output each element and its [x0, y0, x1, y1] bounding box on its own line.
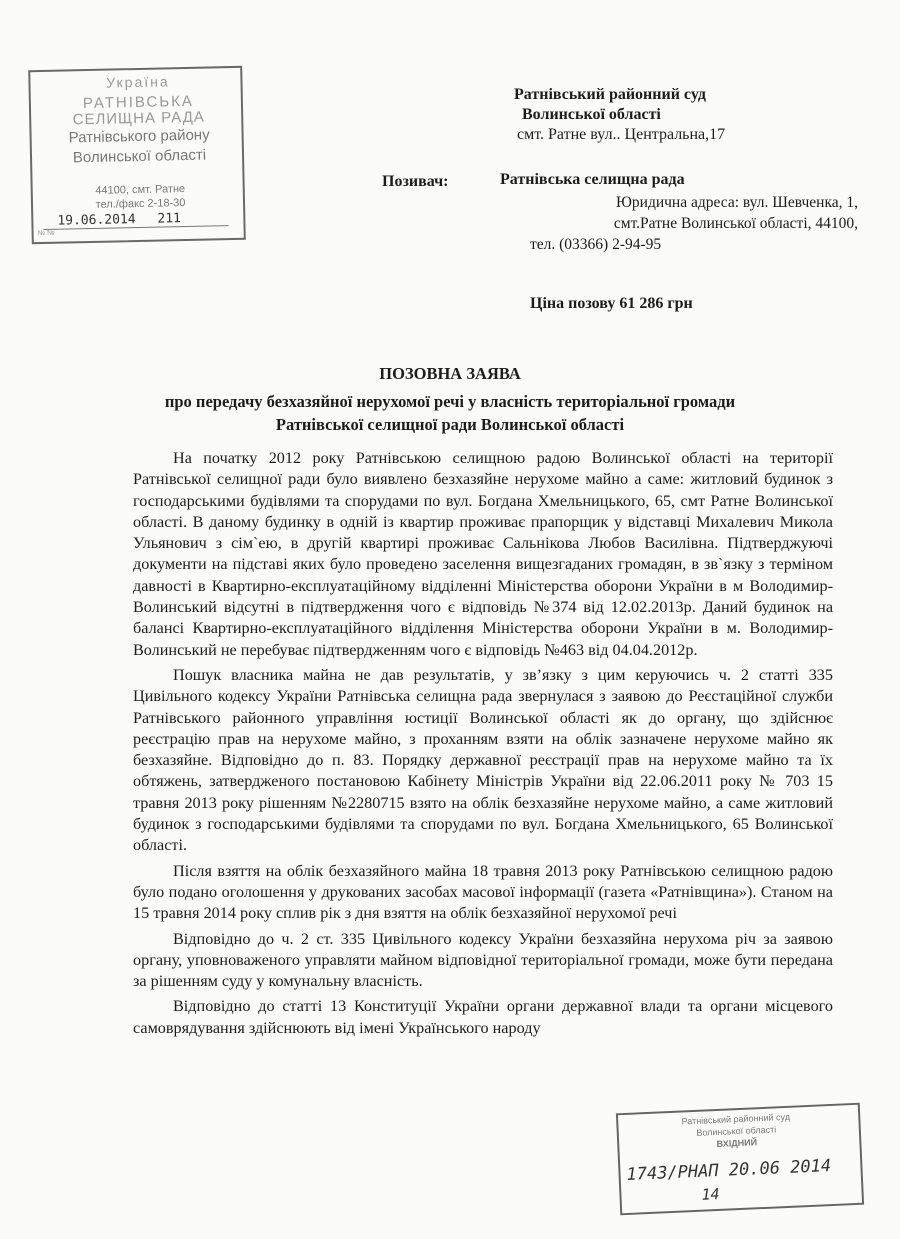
plaintiff-name: Ратнівська селищна рада — [500, 171, 685, 188]
stamp-line: ВХІДНИЙ — [716, 1137, 758, 1150]
court-name: Ратнівський районний суд — [514, 86, 706, 103]
subtitle-line: Ратнівської селищної ради Волинської області — [275, 415, 625, 434]
stamp-line: тел./факс 2-18-30 — [95, 196, 186, 211]
body-paragraph: На початку 2012 року Ратнівською селищною радою Волинської області на території Ратнівської селищної ради було виявлено безхазяйне нерухоме майно а саме: житловий будинок з господарськими будівлями та спорудами по вул. Богдана Хмельницького, 65, смт Ратне Волинської області. В даному будинку в одній із квартир проживає прапорщик у відставці Михалевич Микола Ульянович з сім`ею, в другій квартирі проживає Сальнікова Любов Василівна. Підтверджуючі документи на підставі яких було проведено заселення вищезгаданих громадян, в зв`язку з терміном давності в Квартирно-експлуатаційному відділенні Міністерства оборони України в м Володимир-Волинський відсутні в підтвердження чого є відповідь №374 від 12.02.2013р. Даний будинок на балансі Квартирно-експлуатаційного відділення Міністерства оборони України в м. Володимир-Волинський не перебуває підтвердженням чого є відповідь №463 від 04.04.2012р. — [133, 449, 833, 659]
plaintiff-address — [518, 192, 858, 255]
stamp-sub: 14 — [701, 1184, 720, 1204]
address-line: смт.Ратне Волинської області, 44100, — [613, 215, 858, 232]
stamp-line: Волинської області — [72, 146, 207, 167]
subtitle-line: про передачу безхазяйної нерухомої речі у власність територіальної громади — [164, 392, 736, 411]
document-title: ПОЗОВНА ЗАЯВА — [379, 364, 521, 383]
document-body — [133, 448, 833, 1043]
stamp-line: Волинської області — [696, 1124, 777, 1138]
stamp-line: Україна — [106, 73, 170, 91]
stamp-date — [43, 210, 228, 230]
body-paragraph: Після взяття на облік безхазяйного майна 18 травня 2013 року Ратнівською селищною радою було подано оголошення у друкованих засобах масової інформації (газета «Ратнівщина»). Станом на 15 травня 2014 року сплив рік з дня взяття на облік безхазяйної нерухомої речі — [133, 861, 833, 923]
stamp-line: СЕЛИЩНА РАДА — [72, 108, 205, 129]
court-address: смт. Ратне вул.. Центральна,17 — [517, 126, 726, 143]
stamp-line: РАТНІВСЬКА — [82, 92, 195, 113]
stamp-line: Ратнівського району — [68, 126, 210, 147]
body-paragraph: Пошук власника майна не дав результатів, у зв’язку з цим керуючись ч. 2 статті 335 Цивільного кодексу України Ратнівська селищна рада звернулася з заявою до Реєстаційної служби Ратнівського районного управління юстиції Волинської області як до органу, що здійснює реєстрацію прав на нерухоме майно, з проханням взяти на облік зазначене нерухоме майно як безхазяйне. Відповідно до п. 83. Порядку державної реєстрації прав на нерухоме майно та їх обтяжень, затвердженого постановою Кабінету Міністрів України від 22.06.2011 року № 703 15 травня 2013 року рішенням №2280715 взято на облік безхазяйне нерухоме майно, а саме житловий будинок з господарськими будівлями та спорудами по вул. Богдана Хмельницького, 65 Волинської області. — [133, 665, 833, 855]
incoming-stamp — [28, 66, 246, 244]
document-subtitle — [100, 390, 800, 436]
plaintiff-label: Позивач: — [382, 173, 449, 190]
court-region: Волинської області — [522, 106, 661, 123]
claim-price: Ціна позову 61 286 грн — [530, 295, 693, 312]
stamp-number: 211 — [157, 211, 182, 227]
phone-line: тел. (03366) 2-94-95 — [530, 236, 662, 253]
stamp-date-value: 19.06.2014 — [57, 212, 136, 229]
court-addressee — [514, 85, 725, 145]
stamp-nn-label: № № — [37, 229, 55, 238]
body-paragraph: Відповідно до статті 13 Конституції України органи державної влади та органи місцевого самоврядування здійснюють від імені Українського народу — [133, 997, 833, 1037]
stamp-line: 44100, смт. Ратне — [95, 183, 186, 197]
stamp-line: Ратнівський районний суд — [681, 1111, 791, 1127]
body-paragraph: Відповідно до ч. 2 ст. 335 Цивільного кодексу України безхазяйна нерухома річ за заявою органу, уповноваженого управляти майном відповідної територіальної громади, може бути передана за рішенням суду у комунальну власність. — [133, 929, 833, 991]
address-line: Юридична адреса: вул. Шевченка, 1, — [615, 194, 858, 211]
court-receipt-stamp — [616, 1103, 864, 1216]
stamp-date: 1743/РНАП 20.06 2014 — [626, 1156, 832, 1185]
